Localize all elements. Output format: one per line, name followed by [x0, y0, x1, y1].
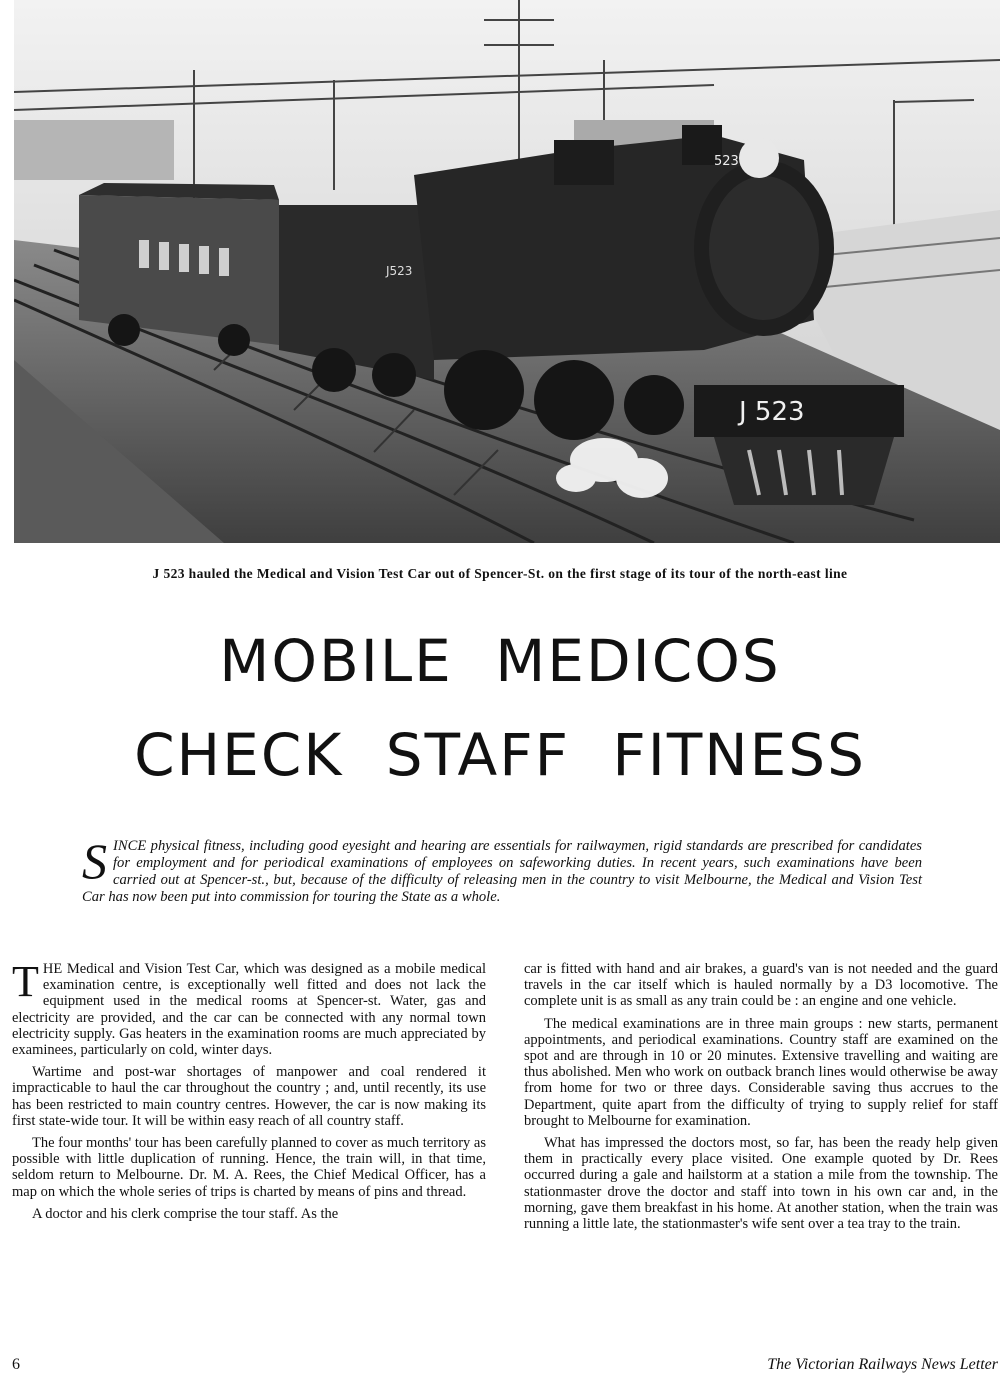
- intro-paragraph: [82, 833, 922, 906]
- buffer-beam-number: J 523: [739, 397, 805, 427]
- article-paragraph: What has impressed the doctors most, so far, has been the ready help given them in practically every place visited. One example quoted by Dr. Rees occurred during a gale and hailstorm at a station a mile from the township. The stationmaster drove the doctor and staff into town in his own car and, in the morning, gave them breakfast in his home. At another station, when the train was running a little late, the stationmaster's wife sent over a tea tray to the train.: [524, 1135, 998, 1233]
- article-column-right: [524, 961, 998, 1238]
- headline-line-1: MOBILE MEDICOS: [219, 627, 781, 695]
- headline-line-2: CHECK STAFF FITNESS: [134, 721, 866, 789]
- article-paragraph: [12, 957, 486, 1059]
- article-column-left: [12, 957, 486, 1228]
- article-paragraph: car is fitted with hand and air brakes, a guard's van is not needed and the guard travels in the car itself which is hauled normally by a D3 locomotive. The complete unit is as small as any train could be : an engine and one vehicle.: [524, 961, 998, 1010]
- intro-text: INCE physical fitness, including good eyesight and hearing are essentials for railwaymen, rigid standards are prescribed for candidates for employment and for periodical examinations of employees on safeworking duties. In recent years, such examinations have been carried out at Spencer-st., but, because of the difficulty of releasing men in the country to visit Melbourne, the Medical and Vision Test Car has now been put into commission for touring the State as a whole.: [82, 838, 922, 905]
- tender-number-plate: J523: [386, 264, 413, 278]
- locomotive-photo: [14, 0, 1000, 543]
- article-paragraph: The four months' tour has been carefully planned to cover as much territory as possible with little duplication of running. Hence, the train will, in that time, seldom return to Melbourne. Dr. M. A. Rees, the Chief Medical Officer, has a map on which the whole series of trips is charted by means of pins and thread.: [12, 1135, 486, 1200]
- paragraph-text: HE Medical and Vision Test Car, which was designed as a mobile medical examination centre, is exceptionally well fitted and does not lack the equipment used in the medical rooms at Spencer-st. Water, gas and electricity are provided, and the car can be connected with any normal town electricity supply. Gas heaters in the examination rooms are much appreciated by examinees, particularly on cold, winter days.: [12, 961, 486, 1059]
- page-number: 6: [12, 1356, 20, 1373]
- photo-caption: J 523 hauled the Medical and Vision Test Car out of Spencer-St. on the first stage of its tour of the north-east line: [152, 566, 848, 581]
- intro-drop-cap: S: [82, 833, 107, 889]
- publication-name: The Victorian Railways News Letter: [767, 1356, 998, 1373]
- article-paragraph: Wartime and post-war shortages of manpower and coal rendered it impracticable to haul the car throughout the country ; and, until recently, its use has been restricted to main country centres. However, the car is now making its first state-wide tour. It will be within easy reach of all country staff.: [12, 1064, 486, 1129]
- article-paragraph: The medical examinations are in three main groups : new starts, permanent appointments, and periodical examinations. Country staff are examined on the spot and are through in 10 or 20 minutes. Extensive travelling and waiting are thus abolished. Men who work on outback branch lines would otherwise be away from home for two or three days. Considerable saving thus accrues to the Department, quite apart from the difficulty of trying to supply relief for staff brought to Melbourne for examination.: [524, 1015, 998, 1129]
- article-drop-cap: T: [12, 957, 39, 1006]
- smokebox-number-plate: 523: [714, 154, 739, 169]
- locomotive-illustration: [14, 0, 1000, 543]
- article-paragraph: A doctor and his clerk comprise the tour staff. As the: [32, 1205, 339, 1222]
